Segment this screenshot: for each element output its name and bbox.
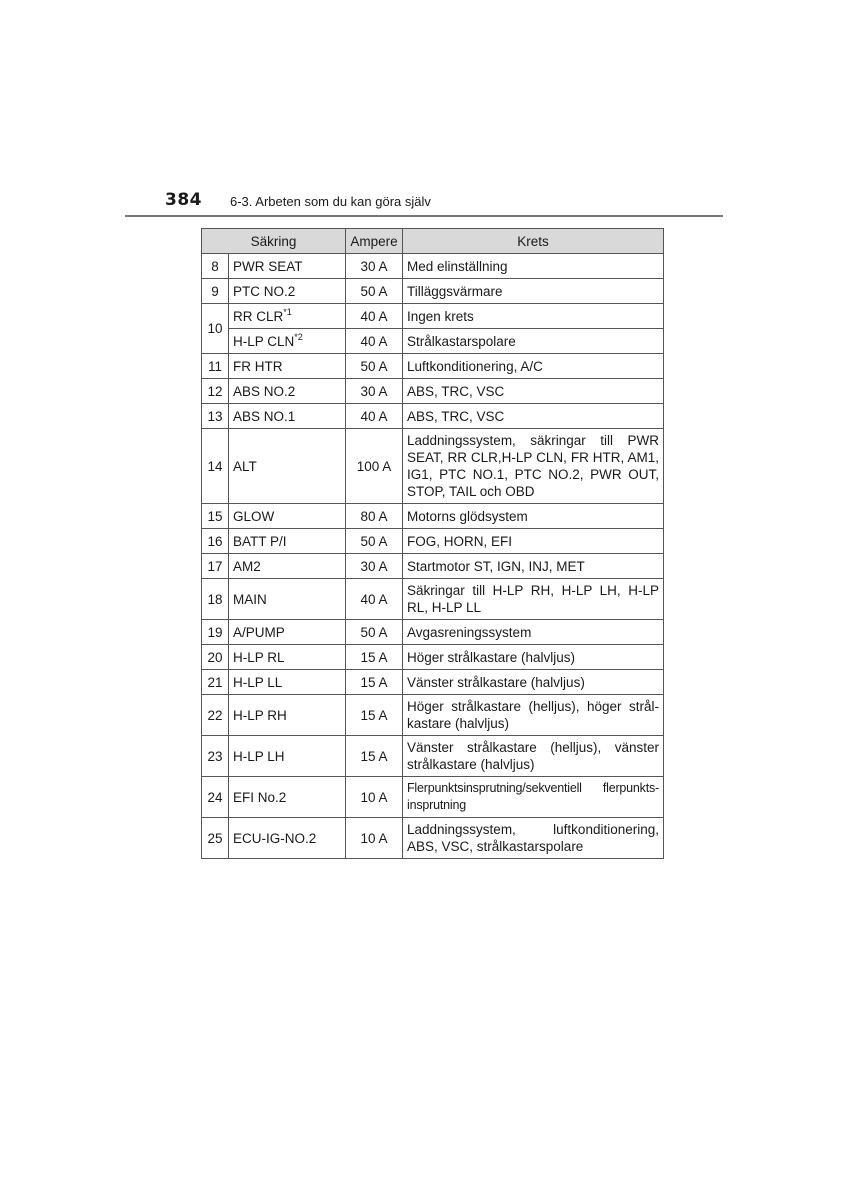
fuse-name: ABS NO.1 (229, 404, 346, 429)
fuse-name: AM2 (229, 554, 346, 579)
fuse-ampere: 50 A (346, 354, 403, 379)
table-row (202, 379, 664, 404)
table-row (202, 404, 664, 429)
fuse-circuit: Höger strålkastare (helljus), höger strål-kastare (halvljus) (403, 695, 664, 736)
fuse-ampere: 100 A (346, 429, 403, 504)
fuse-ampere: 40 A (346, 404, 403, 429)
fuse-number: 23 (202, 736, 229, 777)
table-row (202, 736, 664, 777)
fuse-number: 13 (202, 404, 229, 429)
fuse-ampere: 50 A (346, 620, 403, 645)
fuse-circuit: Flerpunktsinsprutning/sekventiell flerpunkts-insprutning (403, 777, 664, 818)
fuse-number: 9 (202, 279, 229, 304)
fuse-number: 14 (202, 429, 229, 504)
fuse-circuit: Höger strålkastare (halvljus) (403, 645, 664, 670)
table-row (202, 670, 664, 695)
fuse-ampere: 40 A (346, 304, 403, 329)
fuse-number: 18 (202, 579, 229, 620)
fuse-table (201, 228, 664, 859)
fuse-name: FR HTR (229, 354, 346, 379)
fuse-name: ABS NO.2 (229, 379, 346, 404)
fuse-ampere: 30 A (346, 379, 403, 404)
fuse-ampere: 30 A (346, 254, 403, 279)
table-row (202, 695, 664, 736)
fuse-ampere: 40 A (346, 579, 403, 620)
fuse-circuit: FOG, HORN, EFI (403, 529, 664, 554)
fuse-circuit: Avgasreningssystem (403, 620, 664, 645)
fuse-number: 21 (202, 670, 229, 695)
table-row (202, 329, 664, 354)
fuse-ampere: 30 A (346, 554, 403, 579)
fuse-ampere: 40 A (346, 329, 403, 354)
table-row (202, 818, 664, 859)
fuse-circuit: Strålkastarspolare (403, 329, 664, 354)
fuse-ampere: 80 A (346, 504, 403, 529)
fuse-name: H-LP RL (229, 645, 346, 670)
fuse-number: 17 (202, 554, 229, 579)
fuse-circuit: Laddningssystem, luftkonditionering, ABS, VSC, strålkastarspolare (403, 818, 664, 859)
table-row (202, 279, 664, 304)
fuse-ampere: 15 A (346, 695, 403, 736)
fuse-name: H-LP LL (229, 670, 346, 695)
fuse-name: GLOW (229, 504, 346, 529)
table-row (202, 504, 664, 529)
fuse-circuit: Med elinställning (403, 254, 664, 279)
table-row (202, 354, 664, 379)
fuse-name-cell (229, 304, 346, 329)
fuse-circuit: Vänster strålkastare (halvljus) (403, 670, 664, 695)
table-row (202, 304, 664, 329)
fuse-name: EFI No.2 (229, 777, 346, 818)
fuse-name: RR CLR (233, 308, 284, 324)
fuse-name: A/PUMP (229, 620, 346, 645)
fuse-name: BATT P/I (229, 529, 346, 554)
table-row (202, 579, 664, 620)
fuse-ampere: 15 A (346, 736, 403, 777)
fuse-circuit: Vänster strålkastare (helljus), vänster strålkastare (halvljus) (403, 736, 664, 777)
fuse-name: H-LP LH (229, 736, 346, 777)
fuse-ampere: 15 A (346, 645, 403, 670)
fuse-circuit: ABS, TRC, VSC (403, 404, 664, 429)
fuse-number: 22 (202, 695, 229, 736)
fuse-circuit: ABS, TRC, VSC (403, 379, 664, 404)
table-header-row (202, 229, 664, 254)
table-row (202, 620, 664, 645)
fuse-ampere: 10 A (346, 818, 403, 859)
fuse-number: 12 (202, 379, 229, 404)
fuse-circuit: Säkringar till H-LP RH, H-LP LH, H-LP RL, H-LP LL (403, 579, 664, 620)
header-circuit: Krets (403, 229, 664, 254)
table-row (202, 429, 664, 504)
fuse-ampere: 50 A (346, 529, 403, 554)
fuse-number: 15 (202, 504, 229, 529)
table-row (202, 254, 664, 279)
fuse-circuit: Luftkonditionering, A/C (403, 354, 664, 379)
fuse-name: ALT (229, 429, 346, 504)
fuse-name: ECU-IG-NO.2 (229, 818, 346, 859)
fuse-number: 10 (202, 304, 229, 354)
header-divider (125, 215, 723, 217)
fuse-circuit: Motorns glödsystem (403, 504, 664, 529)
page-number: 384 (165, 190, 202, 210)
footnote-marker: *2 (294, 331, 303, 342)
table-row (202, 777, 664, 818)
fuse-name-cell (229, 329, 346, 354)
fuse-number: 16 (202, 529, 229, 554)
fuse-name: H-LP RH (229, 695, 346, 736)
fuse-name: PWR SEAT (229, 254, 346, 279)
fuse-circuit: Startmotor ST, IGN, INJ, MET (403, 554, 664, 579)
header-fuse: Säkring (202, 229, 346, 254)
table-row (202, 554, 664, 579)
fuse-circuit: Laddningssystem, säkringar till PWR SEAT, RR CLR,H-LP CLN, FR HTR, AM1, IG1, PTC NO.1, PTC NO.2, PWR OUT, STOP, TAIL och OBD (403, 429, 664, 504)
fuse-ampere: 15 A (346, 670, 403, 695)
fuse-number: 19 (202, 620, 229, 645)
section-title: 6-3. Arbeten som du kan göra själv (230, 194, 431, 209)
fuse-number: 25 (202, 818, 229, 859)
fuse-number: 20 (202, 645, 229, 670)
fuse-name: H-LP CLN (233, 333, 295, 349)
fuse-name: MAIN (229, 579, 346, 620)
table-row (202, 529, 664, 554)
fuse-number: 11 (202, 354, 229, 379)
fuse-number: 24 (202, 777, 229, 818)
fuse-ampere: 10 A (346, 777, 403, 818)
fuse-name: PTC NO.2 (229, 279, 346, 304)
fuse-number: 8 (202, 254, 229, 279)
header-ampere: Ampere (346, 229, 403, 254)
fuse-circuit: Ingen krets (403, 304, 664, 329)
table-row (202, 645, 664, 670)
fuse-circuit: Tilläggsvärmare (403, 279, 664, 304)
fuse-ampere: 50 A (346, 279, 403, 304)
footnote-marker: *1 (283, 306, 292, 317)
